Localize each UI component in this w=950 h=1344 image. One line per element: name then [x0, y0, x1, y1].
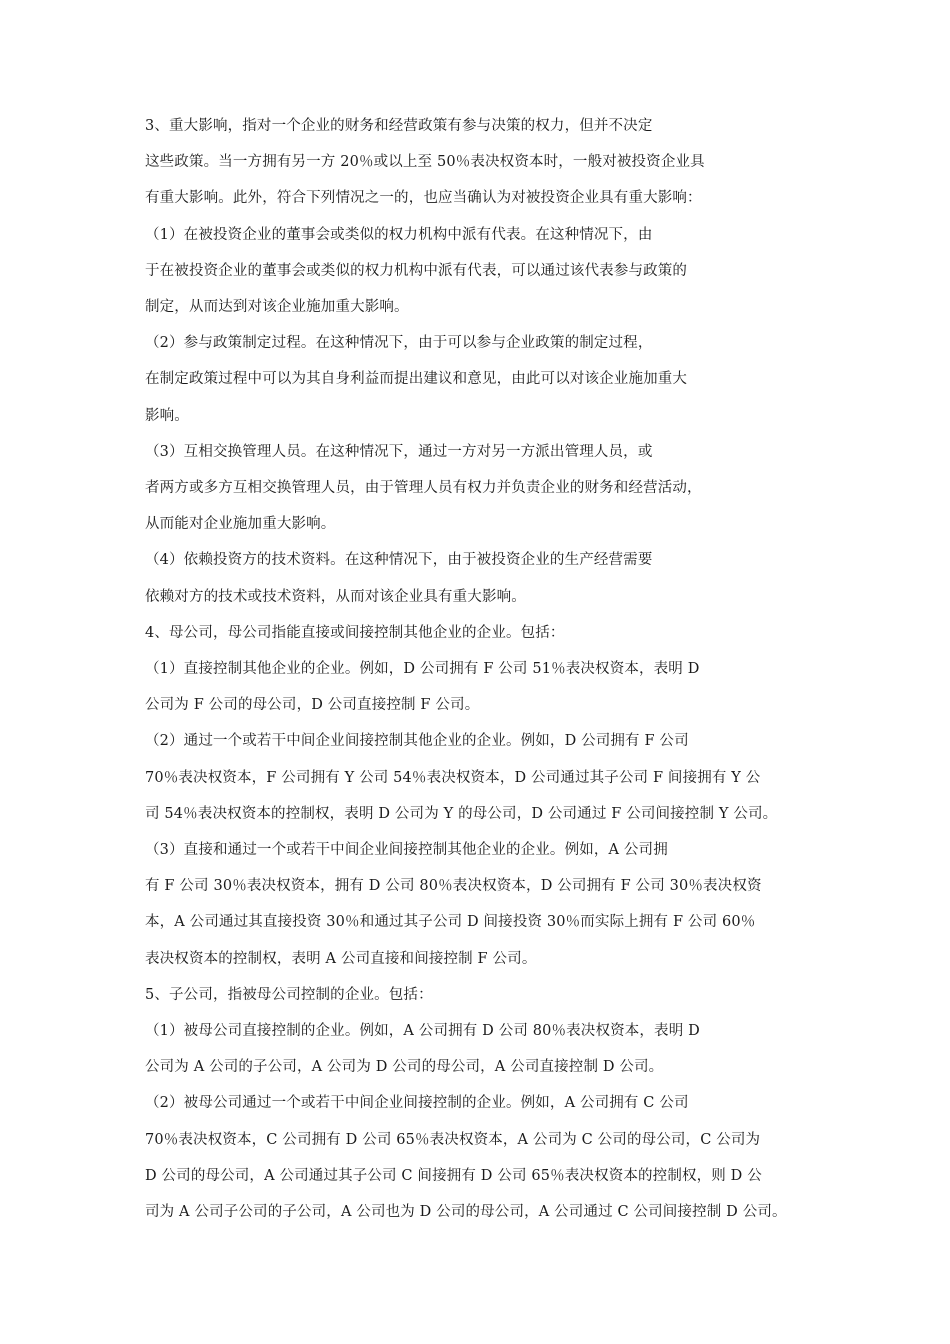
text-line: 3、重大影响，指对一个企业的财务和经营政策有参与决策的权力，但并不决定: [145, 118, 653, 134]
text-line: （3）直接和通过一个或若干中间企业间接控制其他企业的企业。例如，A 公司拥: [145, 842, 668, 858]
text-line: 公司为 F 公司的母公司，D 公司直接控制 F 公司。: [145, 697, 480, 714]
text-line: 制定，从而达到对该企业施加重大影响。: [145, 299, 409, 315]
text-line: 这些政策。当一方拥有另一方 20％或以上至 50％表决权资本时，一般对被投资企业具: [145, 154, 705, 171]
text-line: 70％表决权资本，C 公司拥有 D 公司 65％表决权资本，A 公司为 C 公司的母公司，C 公司为: [145, 1131, 761, 1148]
text-line: 司 54％表决权资本的控制权，表明 D 公司为 Y 的母公司，D 公司通过 F 公司间接控制 Y 公司。: [145, 805, 778, 822]
text-line: （4）依赖投资方的技术资料。在这种情况下，由于被投资企业的生产经营需要: [145, 552, 653, 569]
text-line: （2）通过一个或若干中间企业间接控制其他企业的企业。例如，D 公司拥有 F 公司: [145, 733, 689, 750]
text-line: （3）互相交换管理人员。在这种情况下，通过一方对另一方派出管理人员，或: [145, 443, 653, 460]
text-line: 从而能对企业施加重大影响。: [145, 516, 336, 533]
text-line: 影响。: [145, 407, 189, 424]
text-line: D 公司的母公司，A 公司通过其子公司 C 间接拥有 D 公司 65％表决权资本的控制权，则 D 公: [145, 1167, 762, 1184]
text-line: （2）参与政策制定过程。在这种情况下，由于可以参与企业政策的制定过程，: [145, 335, 653, 352]
text-line: 者两方或多方互相交换管理人员，由于管理人员有权力并负责企业的财务和经营活动，: [145, 480, 702, 496]
text-line: 司为 A 公司子公司的子公司，A 公司也为 D 公司的母公司，A 公司通过 C 公司间接控制 D 公司。: [145, 1204, 787, 1220]
text-line: 4、母公司，母公司指能直接或间接控制其他企业的企业。包括：: [145, 624, 565, 641]
text-line: 依赖对方的技术或技术资料，从而对该企业具有重大影响。: [145, 588, 526, 605]
text-line: 5、子公司，指被母公司控制的企业。包括：: [145, 986, 433, 1003]
text-line: 于在被投资企业的董事会或类似的权力机构中派有代表，可以通过该代表参与政策的: [145, 262, 688, 279]
text-line: 70％表决权资本，F 公司拥有 Y 公司 54％表决权资本，D 公司通过其子公司 F 间接拥有 Y 公: [145, 769, 761, 786]
text-line: （1）被母公司直接控制的企业。例如，A 公司拥有 D 公司 80％表决权资本，表明 D: [145, 1023, 700, 1039]
text-line: 有 F 公司 30％表决权资本，拥有 D 公司 80％表决权资本，D 公司拥有 F 公司 30％表决权资: [145, 878, 762, 895]
text-line: 本，A 公司通过其直接投资 30％和通过其子公司 D 间接投资 30％而实际上拥有 F 公司 60％: [145, 914, 756, 931]
text-line: 公司为 A 公司的子公司，A 公司为 D 公司的母公司，A 公司直接控制 D 公司。: [145, 1059, 664, 1076]
text-line: （1）直接控制其他企业的企业。例如，D 公司拥有 F 公司 51％表决权资本，表明 D: [145, 661, 700, 677]
text-line: 有重大影响。此外，符合下列情况之一的，也应当确认为对被投资企业具有重大影响：: [145, 190, 702, 207]
text-line: （1）在被投资企业的董事会或类似的权力机构中派有代表。在这种情况下，由: [145, 226, 653, 243]
text-line: 在制定政策过程中可以为其自身利益而提出建议和意见，由此可以对该企业施加重大: [145, 371, 688, 388]
text-line: （2）被母公司通过一个或若干中间企业间接控制的企业。例如，A 公司拥有 C 公司: [145, 1095, 689, 1112]
text-line: 表决权资本的控制权，表明 A 公司直接和间接控制 F 公司。: [145, 950, 537, 967]
